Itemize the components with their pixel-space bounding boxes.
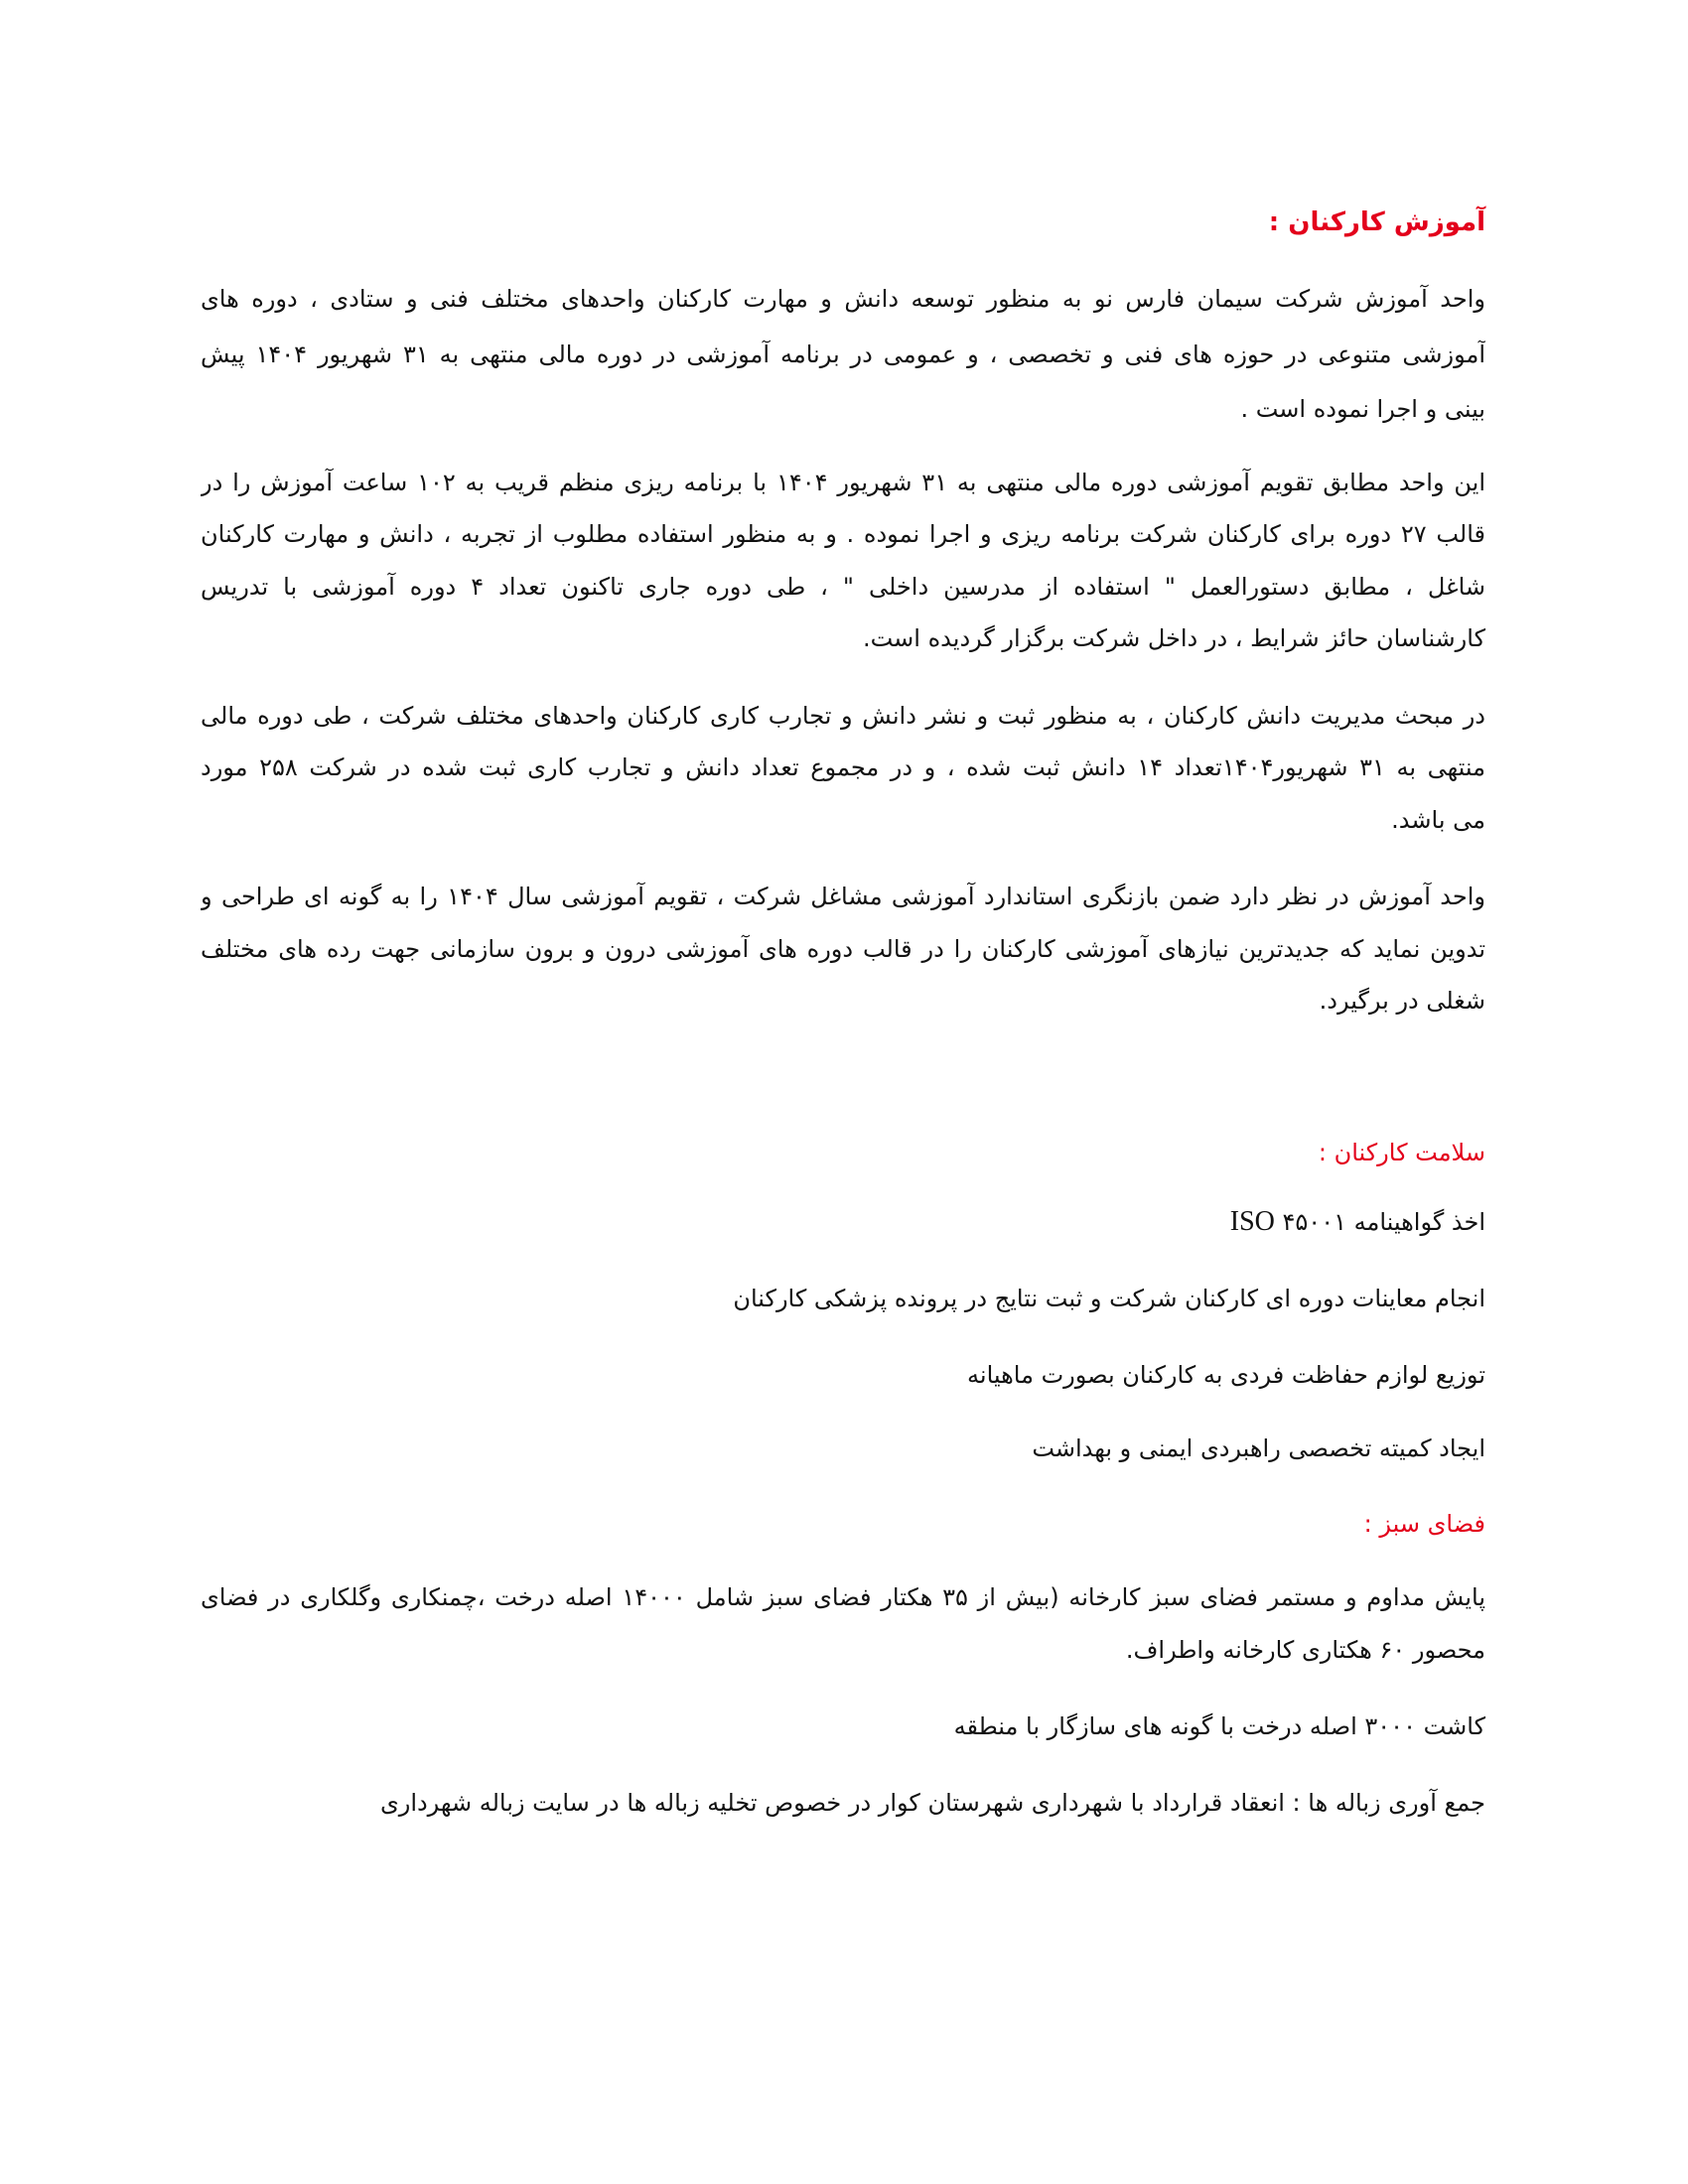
paragraph-line: بینی و اجرا نموده است . [1240,395,1485,423]
iso-label: ISO [1229,1206,1275,1237]
paragraph-line: واحد آموزش شرکت سیمان فارس نو به منظور توسعه دانش و مهارت کارکنان واحدهای مختلف فنی و ستادی ، دوره های [201,285,1485,313]
paragraph-line: این واحد مطابق تقویم آموزشی دوره مالی منتهی به ۳۱ شهریور ۱۴۰۴ با برنامه ریزی منظم قریب به ۱۰۲ ساعت آموزش را در [201,469,1485,496]
paragraph-line: شاغل ، مطابق دستورالعمل " استفاده از مدرسین داخلی " ، طی دوره جاری تاکنون تعداد ۴ دوره آموزشی با تدریس [201,573,1485,601]
paragraph-line: شغلی در برگیرد. [1319,987,1485,1015]
health-item: ایجاد کمیته تخصصی راهبردی ایمنی و بهداشت [1032,1434,1485,1462]
waste-collection-line: جمع آوری زباله ها : انعقاد قرارداد با شهرداری شهرستان کوار در خصوص تخلیه زباله ها در سایت زباله شهرداری [379,1789,1485,1817]
paragraph-line: آموزشی متنوعی در حوزه های فنی و تخصصی ، و عمومی در برنامه آموزشی در دوره مالی منتهی به ۳۱ شهریور ۱۴۰۴ پیش [201,341,1485,368]
health-item: توزیع لوازم حفاظت فردی به کارکنان بصورت ماهیانه [967,1361,1485,1389]
health-item: انجام معاینات دوره ای کارکنان شرکت و ثبت نتایج در پرونده پزشکی کارکنان [733,1285,1485,1312]
iso-line-text: اخذ گواهینامه ۴۵۰۰۱ [1282,1208,1485,1236]
paragraph-line: می باشد. [1391,806,1485,834]
paragraph-line: کارشناسان حائز شرایط ، در داخل شرکت برگزار گردیده است. [862,624,1485,652]
iso-certificate-line [1230,1202,1485,1242]
paragraph-line: منتهی به ۳۱ شهریور۱۴۰۴تعداد ۱۴ دانش ثبت شده ، و در مجموع تعداد دانش و تجارب کاری ثبت شده در شرکت ۲۵۸ مورد [201,753,1485,781]
health-heading: سلامت کارکنان : [1318,1139,1485,1166]
paragraph-line: پایش مداوم و مستمر فضای سبز کارخانه (بیش از ۳۵ هکتار فضای سبز شامل ۱۴۰۰۰ اصله درخت ،چمنکاری وگلکاری در فضای [201,1583,1485,1611]
training-heading: آموزش کارکنان : [1268,207,1485,237]
paragraph-line: در مبحث مدیریت دانش کارکنان ، به منظور ثبت و نشر دانش و تجارب کاری کارکنان واحدهای مختلف شرکت ، طی دوره مالی [201,702,1485,730]
paragraph-line: تدوین نماید که جدیدترین نیازهای آموزشی کارکنان را در قالب دوره های آموزشی درون و برون سازمانی جهت رده های مختلف [201,935,1485,963]
paragraph-line: قالب ۲۷ دوره برای کارکنان شرکت برنامه ریزی و اجرا نموده . و به منظور استفاده مطلوب از تجربه ، دانش و مهارت کارکنان [201,520,1485,548]
green-space-heading: فضای سبز : [1363,1510,1485,1538]
paragraph-line: واحد آموزش در نظر دارد ضمن بازنگری استاندارد آموزشی مشاغل شرکت ، تقویم آموزشی سال ۱۴۰۴ را به گونه ای طراحی و [201,883,1485,910]
tree-planting-line: کاشت ۳۰۰۰ اصله درخت با گونه های سازگار با منطقه [953,1712,1485,1740]
paragraph-line: محصور ۶۰ هکتاری کارخانه واطراف. [1125,1636,1485,1664]
